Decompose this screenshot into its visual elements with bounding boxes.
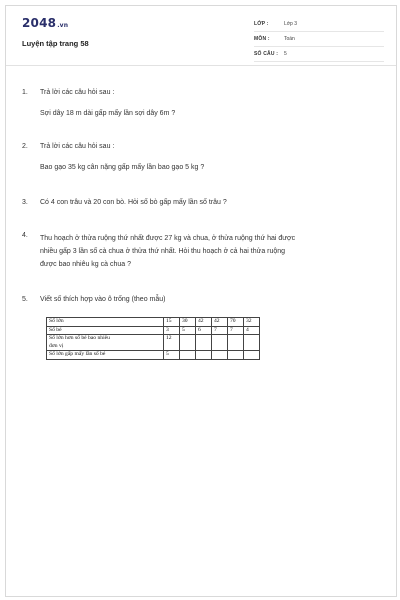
- page-title: Luyện tập trang 58: [22, 39, 89, 48]
- question-body: Sợi dây 18 m dài gấp mấy lần sợi dây 6m ?: [40, 110, 176, 117]
- worksheet-meta: [254, 19, 384, 64]
- table-cell: 7: [228, 326, 244, 335]
- question-title: Trả lời các câu hỏi sau :: [40, 89, 115, 96]
- logo-text: 2048: [22, 16, 57, 30]
- meta-label: SỐ CÂU :: [254, 51, 279, 57]
- question-title: Có 4 con trâu và 20 con bò. Hỏi số bò gấp mấy lần số trâu ?: [40, 199, 227, 206]
- table-cell: 32: [244, 318, 260, 327]
- question-title: Trả lời các câu hỏi sau :: [40, 143, 115, 150]
- row-label-line: Số lớn hơn số bé bao nhiêu: [49, 335, 110, 341]
- site-logo[interactable]: [22, 16, 68, 30]
- question-title: [40, 232, 295, 271]
- meta-value: Toán: [284, 36, 295, 42]
- table-cell[interactable]: [196, 335, 212, 351]
- row-label: [47, 335, 164, 351]
- table-cell: 30: [180, 318, 196, 327]
- meta-row-class: [254, 19, 384, 32]
- meta-row-subject: [254, 34, 384, 47]
- table-cell: 3: [164, 326, 180, 335]
- table-cell: 7: [212, 326, 228, 335]
- table-cell: 5: [164, 351, 180, 360]
- table-cell[interactable]: [212, 351, 228, 360]
- worksheet-page: [5, 5, 397, 597]
- exercise-table: [46, 317, 260, 360]
- table-cell[interactable]: [244, 351, 260, 360]
- table-row: [47, 351, 260, 360]
- table-cell: 12: [164, 335, 180, 351]
- question-body: Bao gạo 35 kg cân nặng gấp mấy lần bao gạo 5 kg ?: [40, 164, 205, 171]
- meta-value: 5: [284, 51, 287, 57]
- question-number: 1.: [22, 89, 28, 96]
- table-row: [47, 318, 260, 327]
- table-cell[interactable]: [196, 351, 212, 360]
- logo-tld: .vn: [57, 22, 69, 29]
- row-label: Số lớn: [47, 318, 164, 327]
- table-cell: 5: [180, 326, 196, 335]
- meta-value: Lớp 3: [284, 21, 298, 27]
- row-label-line: đơn vị: [49, 342, 64, 349]
- question-text-line: Thu hoạch ở thửa ruộng thứ nhất được 27 kg và chua, ở thửa ruộng thứ hai được: [40, 235, 296, 242]
- table-cell[interactable]: [212, 335, 228, 351]
- meta-label: MÔN :: [254, 36, 270, 42]
- table-cell: 15: [164, 318, 180, 327]
- question-text-line: nhiều gấp 3 lần số cà chua ở thửa thứ nhất. Hỏi thu hoạch ở cả hai thửa ruộng: [40, 248, 286, 255]
- table-cell: 42: [196, 318, 212, 327]
- question-number: 4.: [22, 232, 28, 239]
- question-number: 5.: [22, 296, 28, 303]
- table-cell[interactable]: [228, 351, 244, 360]
- table-cell[interactable]: [180, 351, 196, 360]
- question-title: Viết số thích hợp vào ô trống (theo mẫu): [40, 296, 166, 303]
- table-cell: 4: [244, 326, 260, 335]
- question-text-line: được bao nhiêu kg cà chua ?: [40, 261, 132, 268]
- question-number: 2.: [22, 143, 28, 150]
- table-row: [47, 326, 260, 335]
- table-cell: 6: [196, 326, 212, 335]
- table-cell[interactable]: [180, 335, 196, 351]
- meta-label: LỚP :: [254, 21, 269, 27]
- question-number: 3.: [22, 199, 28, 206]
- table-cell[interactable]: [244, 335, 260, 351]
- table-cell: 70: [228, 318, 244, 327]
- row-label: Số bé: [47, 326, 164, 335]
- meta-row-question-count: [254, 49, 384, 62]
- worksheet-header: [6, 6, 396, 66]
- table-cell[interactable]: [228, 335, 244, 351]
- row-label: Số lớn gấp mấy lần số bé: [47, 351, 164, 360]
- table-row: [47, 335, 260, 351]
- table-cell: 42: [212, 318, 228, 327]
